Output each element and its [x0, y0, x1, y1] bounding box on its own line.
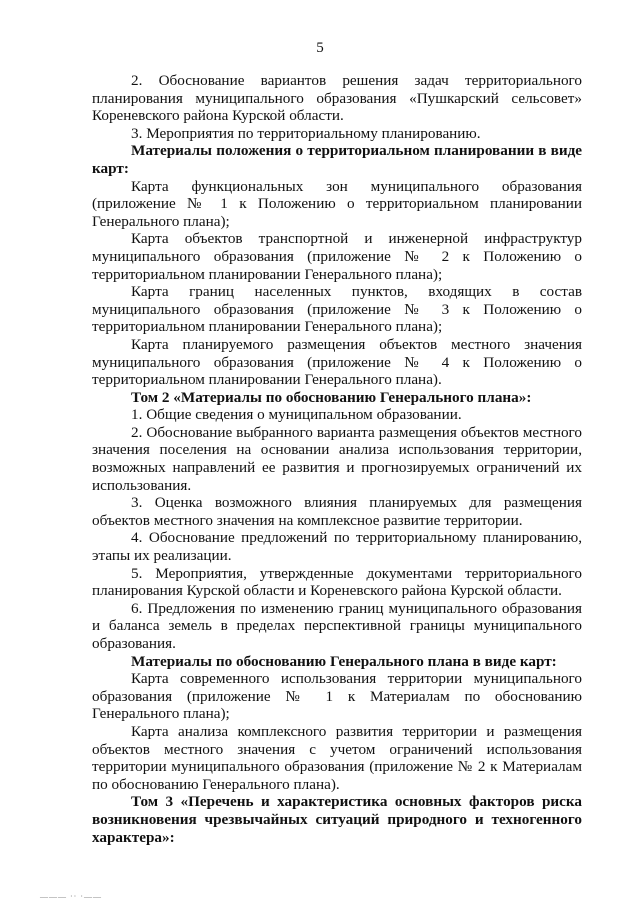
paragraph: 3. Оценка возможного влияния планируемых для размещения объектов местного значения на комплексное развитие территории. — [92, 494, 582, 529]
paragraph: Карта анализа комплексного развития территории и размещения объектов местного значения с учетом ограничений использования территории муниципального образования (приложение № 2 к Материалам по обоснованию Генерального плана). — [92, 722, 582, 793]
paragraph: Карта объектов транспортной и инженерной инфраструктур муниципального образования (приложение № 2 к Положению о территориальном планировании Генерального плана); — [92, 230, 582, 283]
paragraph: Карта планируемого размещения объектов местного значения муниципального образования (приложение № 4 к Положению о территориальном планировании Генерального плана). — [92, 335, 582, 389]
paragraph: 2. Обоснование вариантов решения задач территориального планирования муниципального образования «Пушкарский сельсовет» Кореневского района Курской области. — [92, 72, 582, 125]
paragraph: 6. Предложения по изменению границ муниципального образования и баланса земель в пределах перспективной границы муниципального образования. — [92, 599, 582, 652]
page-number: 5 — [316, 40, 324, 56]
paragraph: 3. Мероприятия по территориальному планированию. — [131, 124, 481, 142]
section-heading: Том 2 «Материалы по обоснованию Генерального плана»: — [131, 388, 532, 406]
section-heading: Том 3 «Перечень и характеристика основных факторов риска возникновения чрезвычайных ситуаций природного и техногенного характера»: — [92, 793, 582, 846]
paragraph: Карта функциональных зон муниципального образования (приложение № 1 к Положению о территориальном планировании Генерального плана); — [92, 177, 582, 230]
footer-scan-mark: ——— ·· ·—— — [40, 892, 102, 901]
section-heading: Материалы положения о территориальном планировании в виде карт: — [92, 142, 582, 177]
paragraph: 2. Обоснование выбранного варианта размещения объектов местного значения поселения на основании анализа использования территории, возможных направлений ее развития и прогнозируемых ограничений их использования. — [92, 423, 582, 494]
document-body — [92, 72, 582, 846]
paragraph: 5. Мероприятия, утвержденные документами территориального планирования Курской области и Кореневского района Курской области. — [92, 564, 582, 600]
paragraph: Карта современного использования территории муниципального образования (приложение № 1 к Материалам по обоснованию Генерального плана); — [92, 670, 582, 723]
section-heading: Материалы по обоснованию Генерального плана в виде карт: — [131, 652, 557, 670]
paragraph: 1. Общие сведения о муниципальном образовании. — [131, 406, 462, 424]
paragraph: 4. Обоснование предложений по территориальному планированию, этапы их реализации. — [92, 529, 582, 565]
paragraph: Карта границ населенных пунктов, входящих в состав муниципального образования (приложение № 3 к Положению о территориальном планировании Генерального плана); — [92, 283, 582, 336]
